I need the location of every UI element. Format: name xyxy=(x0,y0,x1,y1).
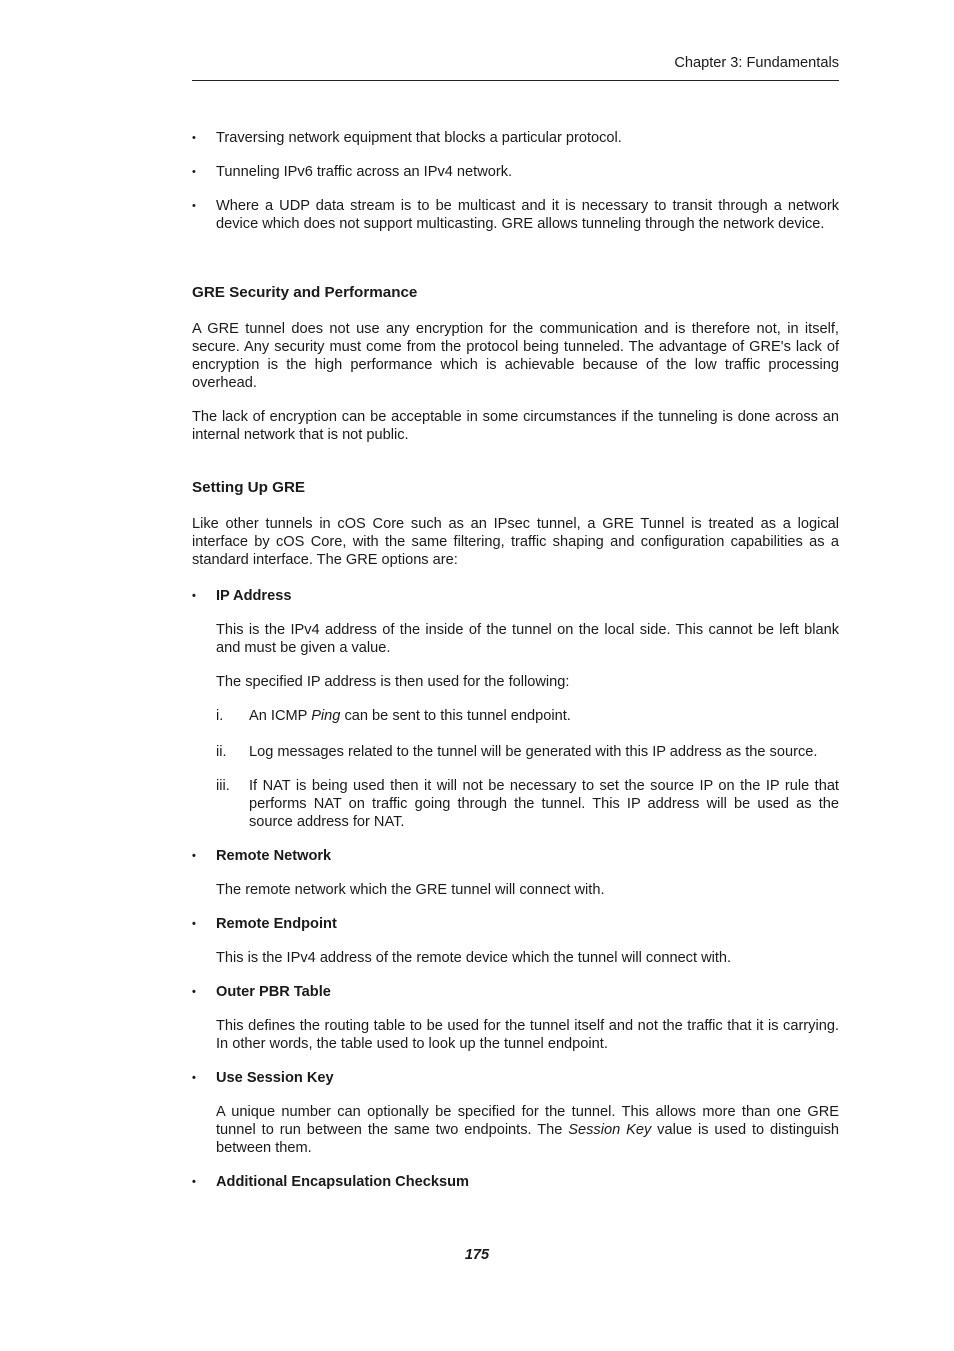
option-title-session-key: • Use Session Key xyxy=(192,1069,839,1087)
item-text: An ICMP xyxy=(249,708,312,724)
item-number: ii. xyxy=(216,744,227,760)
page-number: 175 xyxy=(464,1247,490,1263)
option-desc-ip-address: This is the IPv4 address of the inside of the tunnel on the local side. This cannot be left blank and must be given a value. xyxy=(216,622,839,656)
option-title-ip-address: • IP Address xyxy=(192,587,839,605)
item-text: can be sent to this tunnel endpoint. xyxy=(340,708,571,724)
setup-paragraph: Like other tunnels in cOS Core such as an IPsec tunnel, a GRE Tunnel is treated as a logical interface by cOS Core, with the same filtering, traffic shaping and configuration capabilities as a standard interface. The GRE options are: xyxy=(192,516,839,568)
numbered-item xyxy=(216,707,839,725)
header-rule xyxy=(192,80,839,81)
option-title-remote-endpoint: • Remote Endpoint xyxy=(192,915,839,933)
option-lead-ip-address: The specified IP address is then used for the following: xyxy=(216,674,570,690)
numbered-item xyxy=(216,777,839,831)
option-desc-outer-pbr-table: This defines the routing table to be used for the tunnel itself and not the traffic that it is carrying. In other words, the table used to look up the tunnel endpoint. xyxy=(216,1018,839,1052)
item-number: iii. xyxy=(216,778,230,794)
option-desc-session-key xyxy=(216,1103,839,1157)
desc-emphasis: Session Key xyxy=(568,1122,652,1138)
section-heading-setup: Setting Up GRE xyxy=(192,479,306,496)
intro-bullet: • Tunneling IPv6 traffic across an IPv4 network. xyxy=(192,163,839,181)
item-text: If NAT is being used then it will not be necessary to set the source IP on the IP rule that performs NAT on traffic going through the tunnel. This IP address will be used as the source address for NAT. xyxy=(249,778,839,830)
option-title-encapsulation-checksum: • Additional Encapsulation Checksum xyxy=(192,1173,839,1191)
option-desc-remote-network: The remote network which the GRE tunnel will connect with. xyxy=(216,882,605,898)
running-header: Chapter 3: Fundamentals xyxy=(674,55,839,71)
desc-text: A unique number can optionally be specified for the tunnel. This allows more than one GRE tunnel to run between the same two endpoints. The xyxy=(216,1104,839,1138)
desc-text: value is used to distinguish between them. xyxy=(216,1122,840,1156)
item-number: i. xyxy=(216,708,224,724)
intro-bullet: • Traversing network equipment that blocks a particular protocol. xyxy=(192,129,839,147)
item-text: Log messages related to the tunnel will be generated with this IP address as the source. xyxy=(249,744,818,760)
numbered-item xyxy=(216,743,839,761)
section-heading-security: GRE Security and Performance xyxy=(192,284,418,301)
option-desc-remote-endpoint: This is the IPv4 address of the remote device which the tunnel will connect with. xyxy=(216,950,732,966)
option-title-remote-network: • Remote Network xyxy=(192,847,839,865)
security-paragraph-1: A GRE tunnel does not use any encryption for the communication and is therefore not, in itself, secure. Any security must come from the protocol being tunneled. The advantage of GRE's lack of encryption is the high performance which is achievable because of the low traffic processing overhead. xyxy=(192,321,839,391)
security-paragraph-2: The lack of encryption can be acceptable in some circumstances if the tunneling is done across an internal network that is not public. xyxy=(192,409,839,443)
intro-bullet: • Where a UDP data stream is to be multicast and it is necessary to transit through a network device which does not support multicasting. GRE allows tunneling through the network device. xyxy=(192,197,839,233)
page-content xyxy=(192,129,839,1207)
item-emphasis: Ping xyxy=(311,708,341,724)
option-title-outer-pbr-table: • Outer PBR Table xyxy=(192,983,839,1001)
